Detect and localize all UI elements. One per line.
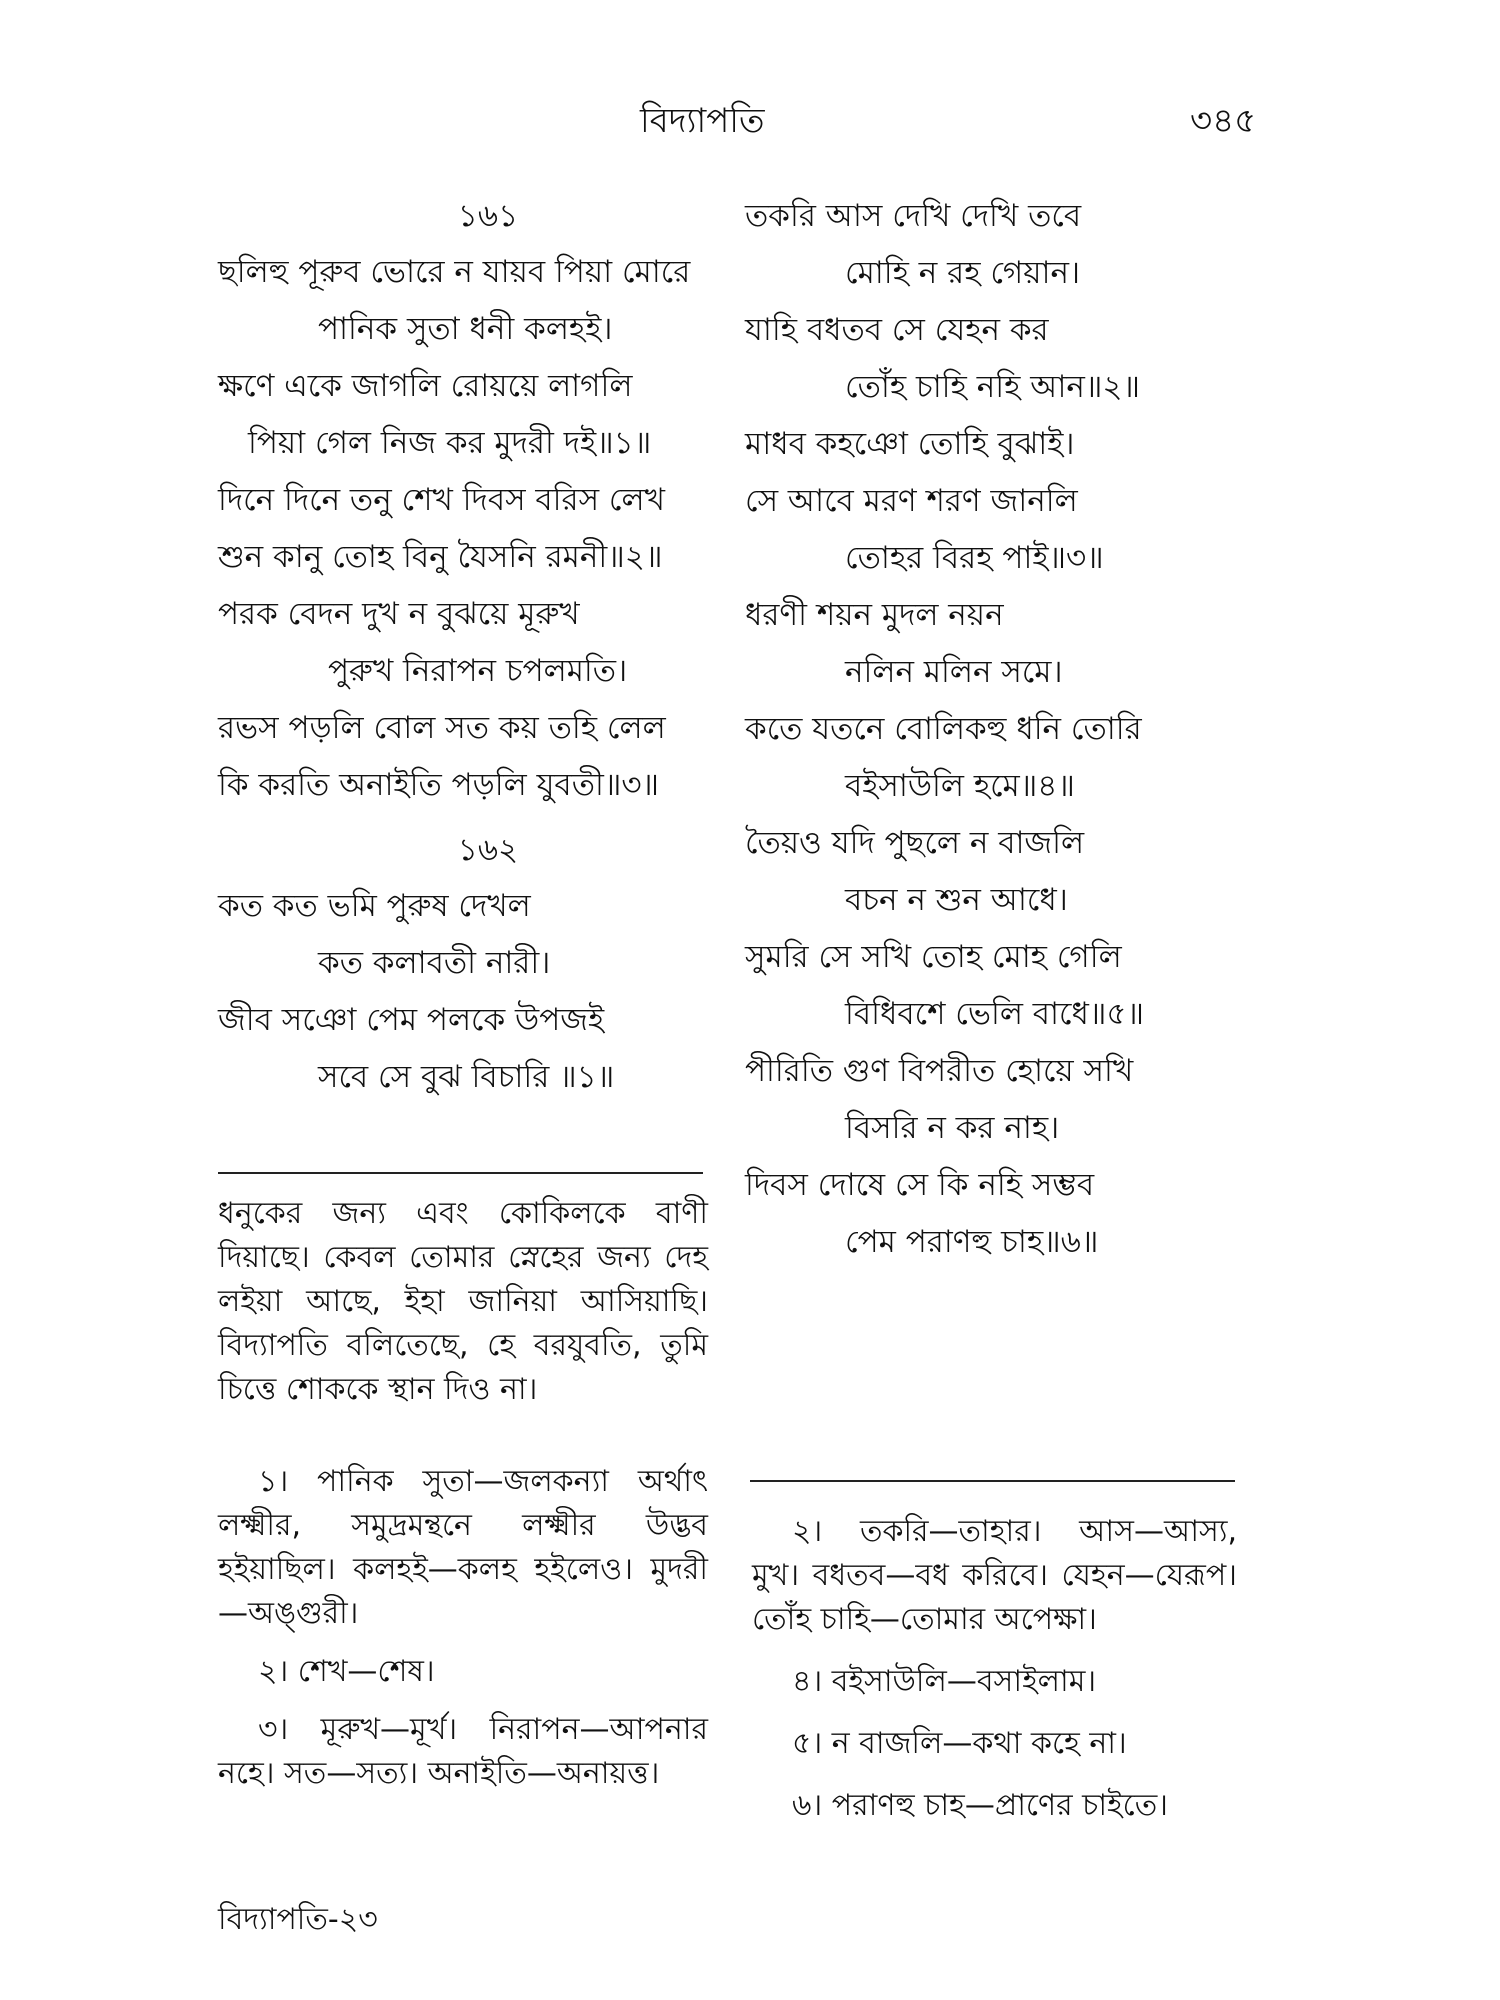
running-title: বিদ্যাপতি [640,101,765,141]
translation-text: ধনুকের জন্য এবং কোকিলকে বাণী দিয়াছে। কেবল তোমার স্নেহের জন্য দেহ লইয়া আছে, ইহা জানিয়া আসিয়াছি। বিদ্যাপতি বলিতেছে, হে বরযুবতি, তুমি চিত্তে শোককে স্থান দিও না। [218,1196,708,1407]
poem-line: বিসরি ন কর নাহ। [845,1110,1060,1146]
poem-line: বইসাউলি হমে॥৪॥ [845,768,1075,804]
poem-number-161: ১৬১ [457,198,519,234]
poem-line: জীব সঞো পেম পলকে উপজই [218,1002,605,1038]
poem-line: ক্ষণে একে জাগলি রোয়য়ে লাগলি [218,368,633,404]
footnotes-left [218,1460,708,1796]
poem-line: বিধিবশে ভেলি বাধে॥৫॥ [845,996,1145,1032]
poem-line: কত কত ভমি পুরুষ দেখল [218,888,531,924]
poem-line: কত কলাবতী নারী। [318,945,551,981]
translation-paragraph [218,1192,708,1412]
poem-line: দিবস দোষে সে কি নহি সম্ভব [745,1167,1095,1203]
poem-line: সুমরি সে সখি তোহ মোহ গেলি [745,939,1122,975]
footnote-divider-left [218,1172,703,1174]
poem-line: পীরিতি গুণ বিপরীত হোয়ে সখি [745,1053,1134,1089]
poem-line: পেম পরাণহু চাহ॥৬॥ [845,1224,1099,1260]
poem-line: তকরি আস দেখি দেখি তবে [745,198,1082,234]
poem-line: কতে যতনে বোলিকহু ধনি তোরি [745,711,1142,747]
poem-line: সে আবে মরণ শরণ জানলি [745,483,1078,519]
poem-line: তোহর বিরহ পাই॥৩॥ [845,540,1104,576]
poem-line: দিনে দিনে তনু শেখ দিবস বরিস লেখ [218,482,665,518]
poem-line: নলিন মলিন সমে। [845,654,1063,690]
left-column [218,188,718,1106]
signature-mark: বিদ্যাপতি-২৩ [218,1902,378,1937]
poem-line: সবে সে বুঝ বিচারি ॥১॥ [318,1059,615,1095]
poem-line: পানিক সুতা ধনী কলহই। [318,311,613,347]
poem-line: যাহি বধতব সে যেহন কর [745,312,1049,348]
poem-line: পরক বেদন দুখ ন বুঝয়ে মূরুখ [218,596,580,632]
footnotes-right [752,1510,1237,1828]
poem-line: মাধব কহঞো তোহি বুঝাই। [745,426,1075,462]
page-number: ৩৪৫ [1190,101,1257,141]
footnote: ৬। পরাণহু চাহ—প্রাণের চাইতে। [792,1788,1168,1823]
footnote-divider-right [750,1480,1235,1482]
footnote: ১। পানিক সুতা—জলকন্যা অর্থাৎ লক্ষ্মীর, সমুদ্রমন্থনে লক্ষ্মীর উদ্ভব হইয়াছিল। কলহই—কলহ হইলেও। মুদরী—অঙ্গুরী। [218,1464,708,1631]
footnote: ৩। মূরুখ—মূর্খ। নিরাপন—আপনার নহে। সত—সত্য। অনাইতি—অনায়ত্ত। [218,1712,708,1791]
poem-line: পিয়া গেল নিজ কর মুদরী দই॥১॥ [248,425,652,461]
footnote: ২। তকরি—তাহার। আস—আস্য, মুখ। বধতব—বধ করিবে। যেহন—যেরূপ। তোঁহ চাহি—তোমার অপেক্ষা। [752,1514,1237,1637]
footnote: ২। শেখ—শেষ। [258,1654,435,1689]
poem-line: মোহি ন রহ গেয়ান। [845,255,1081,291]
footnote: ৪। বইসাউলি—বসাইলাম। [792,1664,1097,1699]
right-column [745,188,1265,1271]
poem-line: কি করতি অনাইতি পড়লি যুবতী॥৩॥ [218,767,660,803]
poem-line: ছলিহু পূরুব ভোরে ন যায়ব পিয়া মোরে [218,254,691,290]
poem-line: শুন কানু তোহ বিনু যৈসনি রমনী॥২॥ [218,539,663,575]
poem-line: তোঁহ চাহি নহি আন॥২॥ [845,369,1141,405]
poem-line: বচন ন শুন আধে। [845,882,1068,918]
poem-line: পুরুখ নিরাপন চপলমতি। [328,653,628,689]
poem-line: রভস পড়লি বোল সত কয় তহি লেল [218,710,666,746]
footnote: ৫। ন বাজলি—কথা কহে না। [792,1726,1127,1761]
poem-number-162: ১৬২ [457,832,519,868]
poem-line: ধরণী শয়ন মুদল নয়ন [745,597,1004,633]
poem-line: তৈয়ও যদি পুছলে ন বাজলি [745,825,1085,861]
